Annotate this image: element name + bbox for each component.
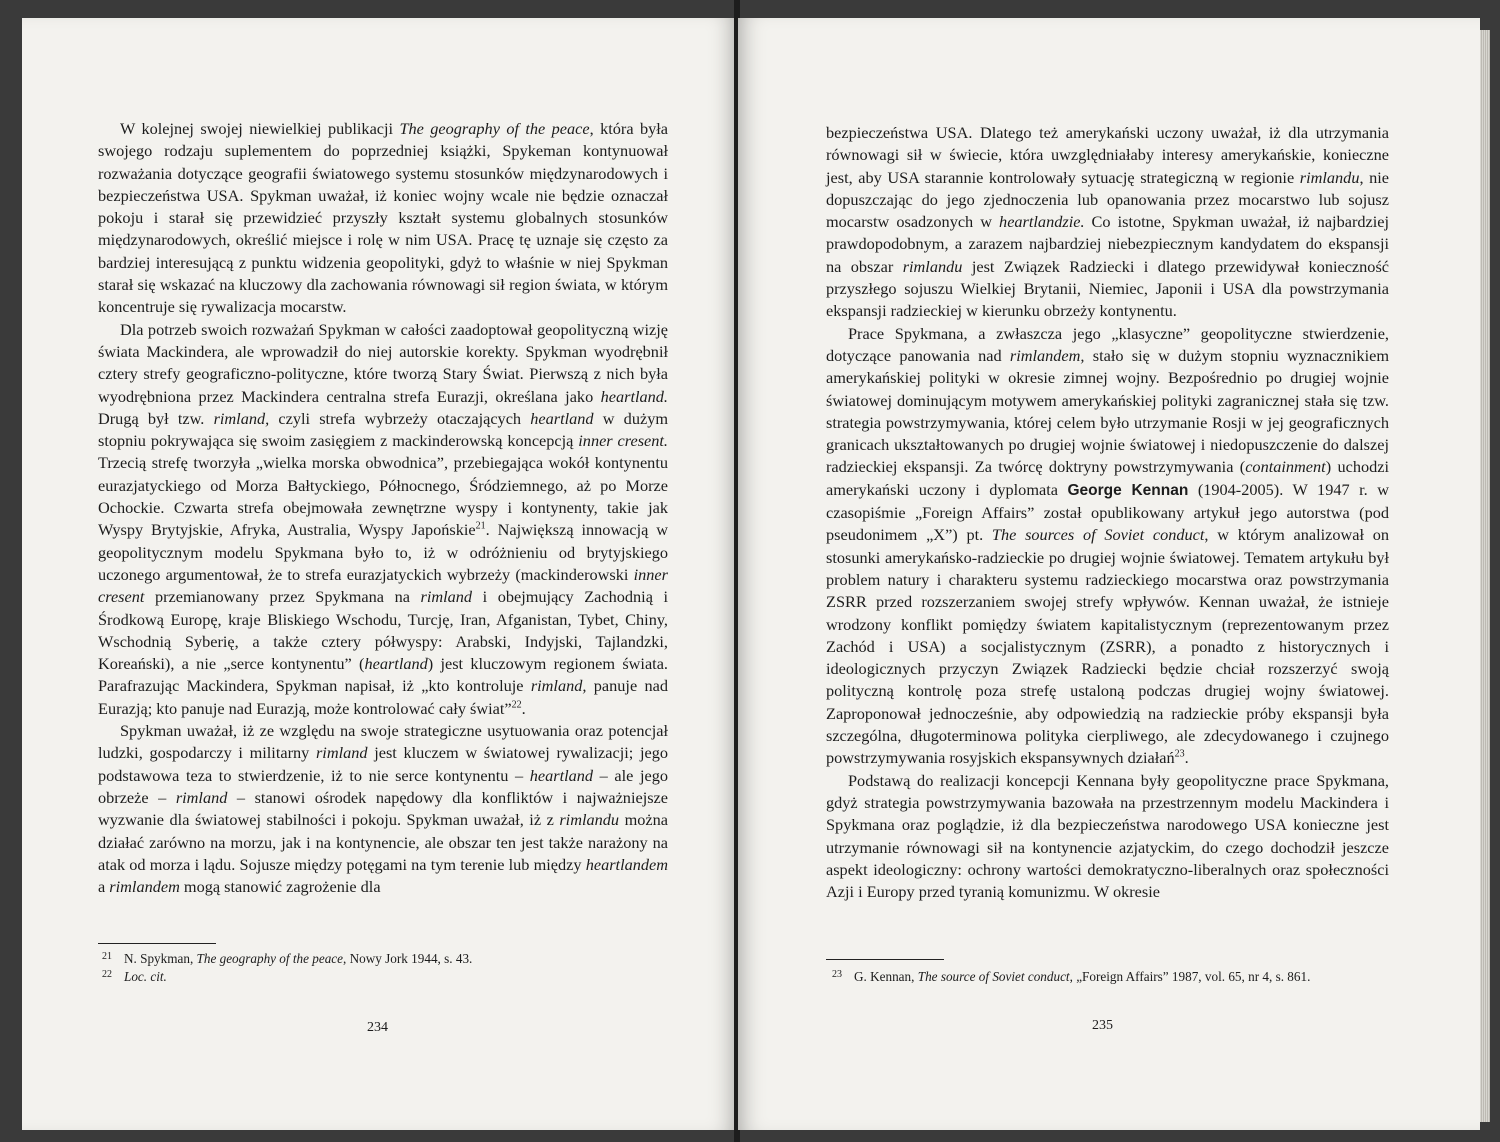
italic-run: rimland, bbox=[530, 676, 587, 696]
text-run: jest Związek Radziecki i dlatego przewidywał konieczność przyszłego sojuszu Wielkiej Brytanii, Niemiec, Japonii i USA dla powstrzymania ekspansji radzieckiej w kierunku obrzeży kontynentu. bbox=[826, 256, 1390, 321]
text-run: , Nowy Jork 1944, s. 43. bbox=[343, 951, 473, 966]
text-run: (1904-2005). W 1947 r. w czasopiśmie „Foreign Affairs” został opublikowany artykuł jego autorstwa (pod pseudonimem „X”) pt. bbox=[826, 479, 1389, 545]
text-run: przemianowany przez Spykmana na bbox=[144, 587, 421, 607]
page-number: 235 bbox=[1092, 1018, 1113, 1033]
text-run: ) jest kluczowym regionem świata. Parafrazując Mackindera, Spykman napisał, iż „kto kontroluje bbox=[98, 654, 668, 696]
left-footnotes bbox=[102, 950, 662, 986]
text-run: Prace Spykmana, a zwłaszcza jego „klasyczne” geopolityczne stwierdzenie, dotyczące panowania nad bbox=[826, 323, 1389, 365]
footnote-number: 22 bbox=[102, 969, 112, 980]
page-number: 234 bbox=[367, 1020, 388, 1035]
footnote-rule bbox=[826, 959, 944, 960]
italic-run: rimlandu bbox=[1299, 167, 1360, 187]
text-run: W kolejnej swojej niewielkiej publikacji bbox=[120, 119, 400, 138]
text-run: Spykman uważał, iż ze względu na swoje strategiczne usytuowania oraz potencjał ludzki, gospodarczy i militarny bbox=[98, 721, 668, 763]
footnote-number: 23 bbox=[832, 969, 842, 980]
italic-run: The source of Soviet conduct bbox=[917, 969, 1070, 984]
text-run: w dużym stopniu pokrywająca się swoim zasięgiem z mackinderowską koncepcją bbox=[98, 408, 668, 451]
text-run: można działać zarówno na morzu, jak i na kontynencie, ale obszar ten jest także narażony na atak od morza i lądu. Sojusze między potęgami na tym terenie lub między bbox=[98, 810, 668, 874]
footnote-text bbox=[124, 968, 167, 986]
footnote-rule bbox=[98, 943, 216, 944]
italic-run: Loc. cit. bbox=[124, 969, 167, 984]
text-run: Podstawą do realizacji koncepcji Kennana były geopolityczne prace Spykmana, gdyż strategia powstrzymywania bazowała na przestrzennym modelu Mackindera i Spykmana oraz poglądzie, iż dla bezpieczeństwa narodowego USA konieczne jest utrzymanie równowagi sił na kontynencie azjatyckim, do czego dochodził jeszcze aspekt ideologiczny: ochrony wartości demokratyczno-liberalnych oraz społeczności Azji i Europy przed tyranią komunizmu. W okresie bbox=[826, 770, 1389, 902]
italic-run: heartland bbox=[529, 765, 594, 785]
italic-run: The sources of Soviet conduct bbox=[991, 525, 1205, 545]
footnote bbox=[832, 968, 1392, 986]
footnote-number: 21 bbox=[102, 951, 112, 962]
italic-run: containment bbox=[1245, 457, 1326, 477]
paragraph bbox=[98, 319, 668, 720]
italic-run: rimlandu bbox=[902, 256, 963, 276]
right-footnotes bbox=[832, 968, 1392, 986]
italic-run: The geography of the peace bbox=[399, 119, 590, 138]
italic-run: heartlandzie. bbox=[999, 212, 1085, 232]
text-run: , nie dopuszczając do jego zjednoczenia lub opanowania przez mocarstwo lub sojusz mocarstw osadzonych w bbox=[826, 167, 1389, 232]
italic-run: rimlandem bbox=[109, 877, 180, 897]
italic-run: heartland bbox=[364, 654, 428, 674]
text-run: , „Foreign Affairs” 1987, vol. 65, nr 4, s. 861. bbox=[1069, 969, 1311, 984]
text-run: – stanowi ośrodek napędowy dla konfliktów i najważniejsze wyzwanie dla światowej stabilności i pokoju. Spykman uważał, iż z bbox=[98, 787, 669, 830]
italic-run: rimlandem, bbox=[1009, 345, 1085, 365]
text-run: czyli strefa wybrzeży otaczających bbox=[269, 408, 531, 428]
text-run: i obejmujący Zachodnią i Środkową Europę, kraje Bliskiego Wschodu, Turcję, Iran, Afganistan, Tybet, Chiny, Wschodnią Syberię, a także cztery półwyspy: Arabski, Indyjski, Tajlandzki, Koreański), a nie „serce kontynentu” ( bbox=[98, 587, 668, 674]
text-run: mogą stanowić zagrożenie dla bbox=[179, 877, 381, 897]
italic-run: rimland, bbox=[213, 408, 270, 428]
text-run: stało się w dużym stopniu wyznacznikiem amerykańskiej polityki w okresie zimnej wojny. Bezpośrednio po drugiej wojnie światowej dominującym motywem amerykańskiej polityki zagranicznej stała się tzw. strategia powstrzymywania, której celem było utrzymanie Rosji w jej geograficznych granicach ukształtowanych po drugiej wojnie światowej i niedopuszczenie do dalszej radzieckiej ekspansji. Za twórcę doktryny powstrzymywania ( bbox=[826, 345, 1389, 477]
footnote-text bbox=[854, 968, 1310, 986]
footnote bbox=[102, 968, 662, 986]
text-run: – ale jego obrzeże – bbox=[98, 765, 668, 807]
text-run: bezpieczeństwa USA. Dlatego też amerykański uczony uważał, iż dla utrzymania równowagi sił w świecie, która uwzględniałaby interesy amerykańskie, konieczne jest, aby USA starannie kontrolowały sytuację strategiczną w regionie bbox=[826, 123, 1389, 187]
page-edges bbox=[1480, 30, 1490, 1122]
text-run: Trzecią strefę tworzyła „wielka morska obwodnica”, przebiegająca wokół kontynentu eurazjatyckiego od Morza Bałtyckiego, Północnego, Śródziemnego, aż po Morze Ochockie. Czwarta strefa obejmowała zewnętrzne wyspy i kontynenty, takie jak Wyspy Brytyjskie, Afryka, Australia, Wyspy Japońskie bbox=[98, 453, 668, 540]
paragraph bbox=[826, 122, 1389, 323]
text-run: . Największą innowacją w geopolitycznym modelu Spykmana było to, iż w odróżnieniu od brytyjskiego uczonego argumentował, że to strefa eurazjatyckich wybrzeży (mackinderowski bbox=[98, 520, 668, 584]
paragraph bbox=[98, 720, 668, 898]
text-run: Dla potrzeb swoich rozważań Spykman w całości zaadoptował geopolityczną wizję świata Mackindera, ale wprowadził do niej autorskie korekty. Spykman wyodrębnił cztery strefy geograficzno-polityczne, które tworzą Stary Świat. Pierwszą z nich była wyodrębniona przez Mackindera centralna strefa Eurazji, określana jako bbox=[98, 319, 668, 406]
left-page-body bbox=[98, 118, 668, 898]
footnote-ref: 22 bbox=[511, 699, 522, 711]
text-run: ) uchodzi amerykański uczony i dyplomata bbox=[826, 457, 1389, 499]
italic-run: rimland bbox=[420, 587, 473, 607]
text-run: . bbox=[521, 698, 526, 718]
right-page-body bbox=[826, 122, 1389, 903]
italic-run: inner cresent bbox=[98, 564, 668, 607]
text-run: , w którym analizował on stosunki amerykańsko-radzieckie po drugiej wojnie światowej. Tematem artykułu był problem natury i charakteru systemu radzieckiego mocarstwa oraz powstrzymania ZSRR przed rozszerzaniem swojej strefy wpływów. Kennan uważał, że istnieje wrodzony konflikt pomiędzy światem kapitalistycznym (reprezentowanym przez Zachód i USA) a socjalistycznym (ZSRR), a ponadto z historycznych i ideologicznych przyczyn Związek Radziecki będzie chciał rozszerzyć swoją polityczną kontrolę poza strefę ustaloną podczas drugiej wojny światowej. Zaproponował jednocześnie, aby odpowiedzią na radzieckie próby ekspansji była szczególna, długoterminowa polityka cierpliwego, ale zdecydowanego i czujnego powstrzymywania rosyjskich ekspansywnych działań bbox=[826, 525, 1390, 768]
text-run: N. Spykman, bbox=[124, 951, 197, 966]
left-page bbox=[22, 18, 736, 1130]
text-run: Co istotne, Spykman uważał, iż najbardziej prawdopodobnym, a zarazem najbardziej niebezpiecznym kandydatem do ekspansji na obszar bbox=[826, 212, 1390, 276]
text-run: . bbox=[1184, 748, 1189, 768]
italic-run: rimlandu bbox=[559, 810, 620, 830]
footnote bbox=[102, 950, 662, 968]
italic-run: heartland bbox=[530, 408, 594, 428]
italic-run: heartland. bbox=[600, 386, 668, 406]
text-run: , która była swojego rodzaju suplementem do poprzedniej książki, Spykeman kontynuował rozważania dotyczące geografii światowego systemu stosunków międzynarodowych i bezpieczeństwa USA. Spykman uważał, iż koniec wojny wcale nie będzie oznaczał pokoju i starał się przewidzieć przyszły kształt systemu globalnych stosunków międzynarodowych, określić miejsce i rolę w nim USA. Pracę tę uznaje się często za bardziej interesującą z punktu widzenia geopolityki, gdyż to właśnie w niej Spykman starał się wskazać na kluczowy dla zachowania równowagi sił region świata, w którym koncentruje się rywalizacja mocarstw. bbox=[98, 119, 668, 317]
italic-run: The geography of the peace bbox=[196, 951, 344, 966]
italic-run: rimland bbox=[175, 787, 228, 807]
text-run: panuje nad Eurazją; kto panuje nad Eurazją, może kontrolować cały świat” bbox=[98, 676, 668, 718]
text-run: jest kluczem w światowej rywalizacji; jego podstawowa teza to stwierdzenie, iż to nie serce kontynentu – bbox=[98, 743, 669, 785]
italic-run: inner cresent. bbox=[578, 431, 669, 451]
bold-run: George Kennan bbox=[1067, 481, 1189, 499]
text-run: a bbox=[98, 877, 110, 897]
italic-run: rimland bbox=[315, 743, 368, 763]
footnote-ref: 23 bbox=[1174, 748, 1185, 760]
footnote-ref: 21 bbox=[475, 520, 486, 532]
right-page bbox=[738, 18, 1480, 1130]
italic-run: heartlandem bbox=[585, 854, 668, 874]
footnote-text bbox=[124, 950, 472, 968]
paragraph bbox=[826, 770, 1389, 904]
paragraph bbox=[826, 323, 1389, 770]
text-run: Drugą był tzw. bbox=[98, 408, 214, 428]
text-run: G. Kennan, bbox=[854, 969, 918, 984]
paragraph bbox=[98, 118, 668, 319]
